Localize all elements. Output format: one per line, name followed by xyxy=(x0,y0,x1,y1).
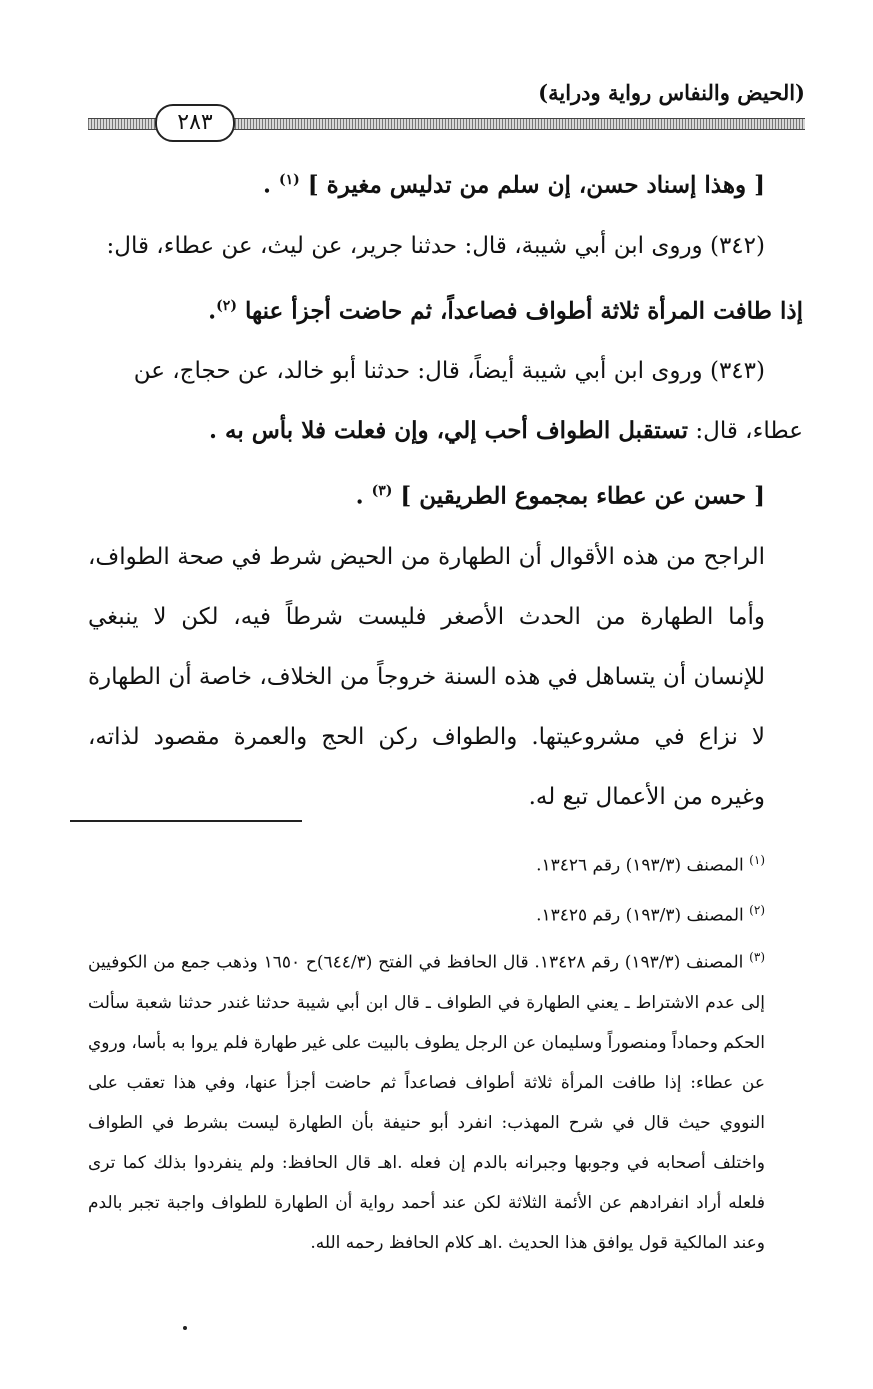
narration-343-text: تستقبل الطواف أحب إلي، وإن فعلت فلا بأس به . xyxy=(208,417,689,445)
running-title: (الحيض والنفاس رواية ودراية) xyxy=(538,80,805,105)
narration-343 xyxy=(88,341,803,401)
footnote-1-text: المصنف (١٩٣/٣) رقم ١٣٤٢٦. xyxy=(536,855,744,876)
narration-342-text: إذا طافت المرأة ثلاثة أطواف فصاعداً، ثم حاضت أجزأ عنها xyxy=(244,297,803,325)
footnote-ref-1: (١) xyxy=(279,172,300,188)
main-text xyxy=(88,150,803,827)
grading-1: [ وهذا إسناد حسن، إن سلم من تدليس مغيرة ] $^{(١)}$ . xyxy=(262,171,765,199)
grading-2: [ حسن عن عطاء بمجموع الطريقين ] $^{(٣)}$ . xyxy=(355,482,765,510)
footnote-3-text: المصنف (١٩٣/٣) رقم ١٣٤٢٨. قال الحافظ في الفتح (٦٤٤/٣)ح ١٦٥٠ وذهب جمع من الكوفيين إلى عدم الاشتراط ـ يعني الطهارة في الطواف ـ قال ابن أبي شيبة حدثنا غندر حدثنا شعبة سألت الحكم وحماداً ومنصوراً وسليمان عن الرجل يطوف بالبيت على غير طهارة فلم يروا به بأسا، وروي عن عطاء: إذا طافت المرأة ثلاثة أطواف فصاعداً ثم حاضت أجزأ عنها، وفي هذا تعقب على النووي حيث قال في شرح المهذب: انفرد أبو حنيفة بأن الطهارة ليست بشرط في الطواف واختلف أصحابه في وجوبها وجبرانه بالدم إن فعله .اهـ قال الحافظ: ولم ينفردوا بذلك كما ترى فلعله أراد انفرادهم عن الأئمة الثلاثة لكن عند أحمد رواية أن الطهارة للطواف واجبة تجبر بالدم وعند المالكية قول يوافق هذا الحديث .اهـ كلام الحافظ رحمه الله. xyxy=(88,952,765,1253)
footnotes xyxy=(88,838,803,1263)
footnote-2 xyxy=(88,888,803,938)
narration-342 xyxy=(88,216,803,276)
narration-342-matn: إذا طافت المرأة ثلاثة أطواف فصاعداً، ثم حاضت أجزأ عنها $^{(٢)}$. xyxy=(208,297,803,325)
grading-1-text: [ وهذا إسناد حسن، إن سلم من تدليس مغيرة ] xyxy=(307,171,765,199)
narration-343-attribution: عطاء، قال: xyxy=(688,418,803,445)
footnote-ref-2: (٢) xyxy=(216,297,237,314)
footnote-3 xyxy=(88,937,803,1263)
footnote-ref-3: (٣) xyxy=(371,483,393,500)
narration-343-matn xyxy=(88,401,803,461)
conclusion-paragraph: الراجح من هذه الأقوال أن الطهارة من الحيض شرط في صحة الطواف، وأما الطهارة من الحدث الأصغر فليست شرطاً فيه، لكن لا ينبغي للإنسان أن يتساهل في هذه السنة خروجاً من الخلاف، خاصة أن الطهارة لا نزاع في مشروعيتها. والطواف ركن الحج والعمرة مقصود لذاته، وغيره من الأعمال تبع له. xyxy=(88,543,765,810)
footnote-1-ref: (١) xyxy=(749,853,765,867)
footnote-separator xyxy=(70,820,302,822)
footnote-3-ref: (٣) xyxy=(749,950,765,965)
grading-2-text: [ حسن عن عطاء بمجموع الطريقين ] xyxy=(400,482,765,510)
ink-dot xyxy=(183,1326,187,1330)
footnote-2-text: المصنف (١٩٣/٣) رقم ١٣٤٢٥. xyxy=(536,905,744,926)
narration-342-chain: (٣٤٢) وروى ابن أبي شيبة، قال: حدثنا جرير، عن ليث، عن عطاء، قال: xyxy=(106,232,765,259)
page-number: ٢٨٣ xyxy=(155,104,235,142)
footnote-1 xyxy=(88,838,803,888)
narration-343-chain: (٣٤٣) وروى ابن أبي شيبة أيضاً، قال: حدثنا أبو خالد، عن حجاج، عن xyxy=(133,358,765,385)
footnote-2-ref: (٢) xyxy=(749,902,765,917)
